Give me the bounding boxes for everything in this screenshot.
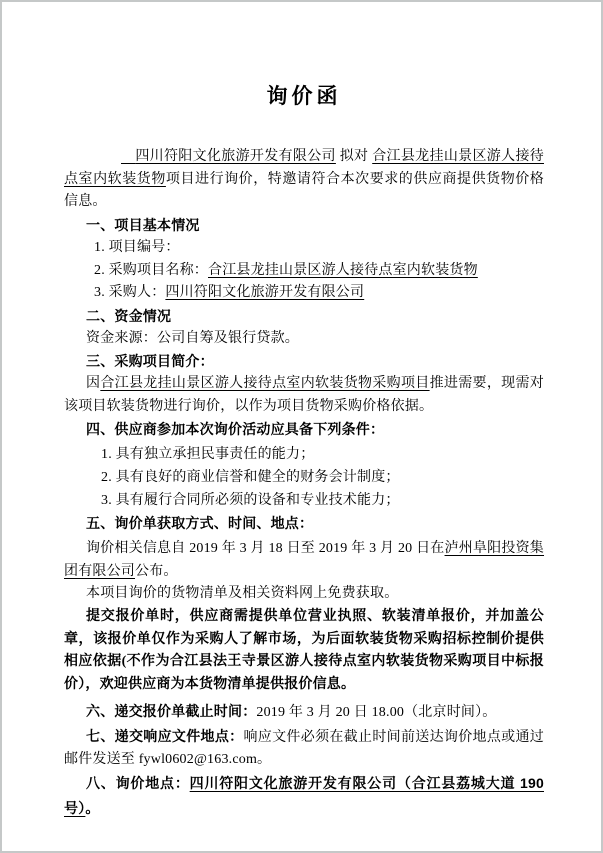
inquiry-info-pre: 询价相关信息自 2019 年 3 月 18 日至 2019 年 3 月 20 日在 — [86, 540, 445, 556]
intro-paragraph — [64, 146, 544, 214]
project-number-item: 1. 项目编号： — [94, 239, 180, 255]
quotation-notice-paragraph: 提交报价单时，供应商需提供单位营业执照、软装清单报价，并加盖公章，该报价单仅作为采购人了解市场，为后面软装货物采购招标控制价提供相应依据(不作为合江县法王寺景区游人接待点室内软装货物采购项目中标报价），欢迎供应商为本货物清单提供报价信息。 — [64, 609, 544, 693]
document-title: 询价函 — [266, 84, 342, 108]
intro-blank-underline — [121, 149, 135, 164]
delivery-location-label: 七、递交响应文件地点： — [86, 727, 244, 744]
project-name-value: 合江县龙挂山景区游人接待点室内软装货物 — [208, 262, 478, 278]
brief-pre: 因 — [86, 376, 101, 392]
inquiry-address-paragraph — [64, 772, 544, 821]
condition-item-2: 2. 具有良好的商业信誉和健全的财务会计制度； — [101, 469, 400, 485]
intro-rest: 项目进行询价，特邀请符合本次要求的供应商提供货物价格信息。 — [64, 171, 545, 210]
section-2-heading: 二、资金情况 — [86, 307, 172, 324]
section-4-heading: 四、供应商参加本次询价活动应具备下列条件： — [86, 421, 385, 438]
deadline-label: 六、递交报价单截止时间： — [86, 702, 257, 719]
project-name-item — [64, 260, 544, 283]
inquiry-address-value: 四川符阳文化旅游开发有限公司（合江县荔城大道 190 号） — [64, 774, 544, 816]
brief-rest: 推进需要，现需对该项目软装货物进行询价，以作为项目货物采购价格依据。 — [64, 376, 545, 414]
purchaser-name: 四川符阳文化旅游开发有限公司 — [135, 149, 336, 164]
brief-project-name: 合江县龙挂山景区游人接待点室内软装货物采购项目 — [100, 376, 430, 392]
delivery-location-value: 响应文件必须在截止时间前送达询价地点或通过邮件发送至 fywl0602@163.com。 — [64, 729, 545, 768]
condition-item-3: 3. 具有履行合同所必须的设备和专业技术能力； — [101, 492, 400, 508]
section-5-heading: 五、询价单获取方式、时间、地点： — [86, 515, 314, 532]
section-1-heading: 一、项目基本情况 — [86, 217, 200, 234]
deadline-value: 2019 年 3 月 20 日 18.00（北京时间）。 — [256, 704, 497, 720]
inquiry-info-post: 公布。 — [135, 563, 178, 579]
purchaser-item — [64, 282, 544, 305]
inquiry-address-period: 。 — [85, 799, 100, 816]
project-name: 合江县龙挂山景区游人接待点室内软装货物 — [64, 149, 544, 187]
funding-source-text: 资金来源：公司自筹及银行贷款。 — [86, 330, 299, 346]
publishing-org-name: 泸州阜阳投资集团有限公司 — [64, 540, 545, 579]
section-3-heading: 三、采购项目简介： — [86, 353, 214, 370]
document-content — [2, 2, 603, 821]
purchaser-label: 3. 采购人： — [94, 285, 166, 301]
inquiry-info-paragraph — [64, 538, 544, 583]
project-brief-paragraph — [64, 373, 544, 418]
purchaser-value: 四川符阳文化旅游开发有限公司 — [165, 285, 365, 301]
free-access-text: 本项目询价的货物清单及相关资料网上免费获取。 — [86, 586, 399, 602]
intro-connector: 拟对 — [335, 149, 373, 164]
project-name-label: 2. 采购项目名称： — [94, 262, 208, 278]
inquiry-address-label: 八、询价地点： — [86, 774, 190, 791]
condition-item-1: 1. 具有独立承担民事责任的能力； — [101, 447, 315, 463]
deadline-paragraph — [64, 700, 544, 725]
delivery-location-paragraph — [64, 725, 544, 772]
